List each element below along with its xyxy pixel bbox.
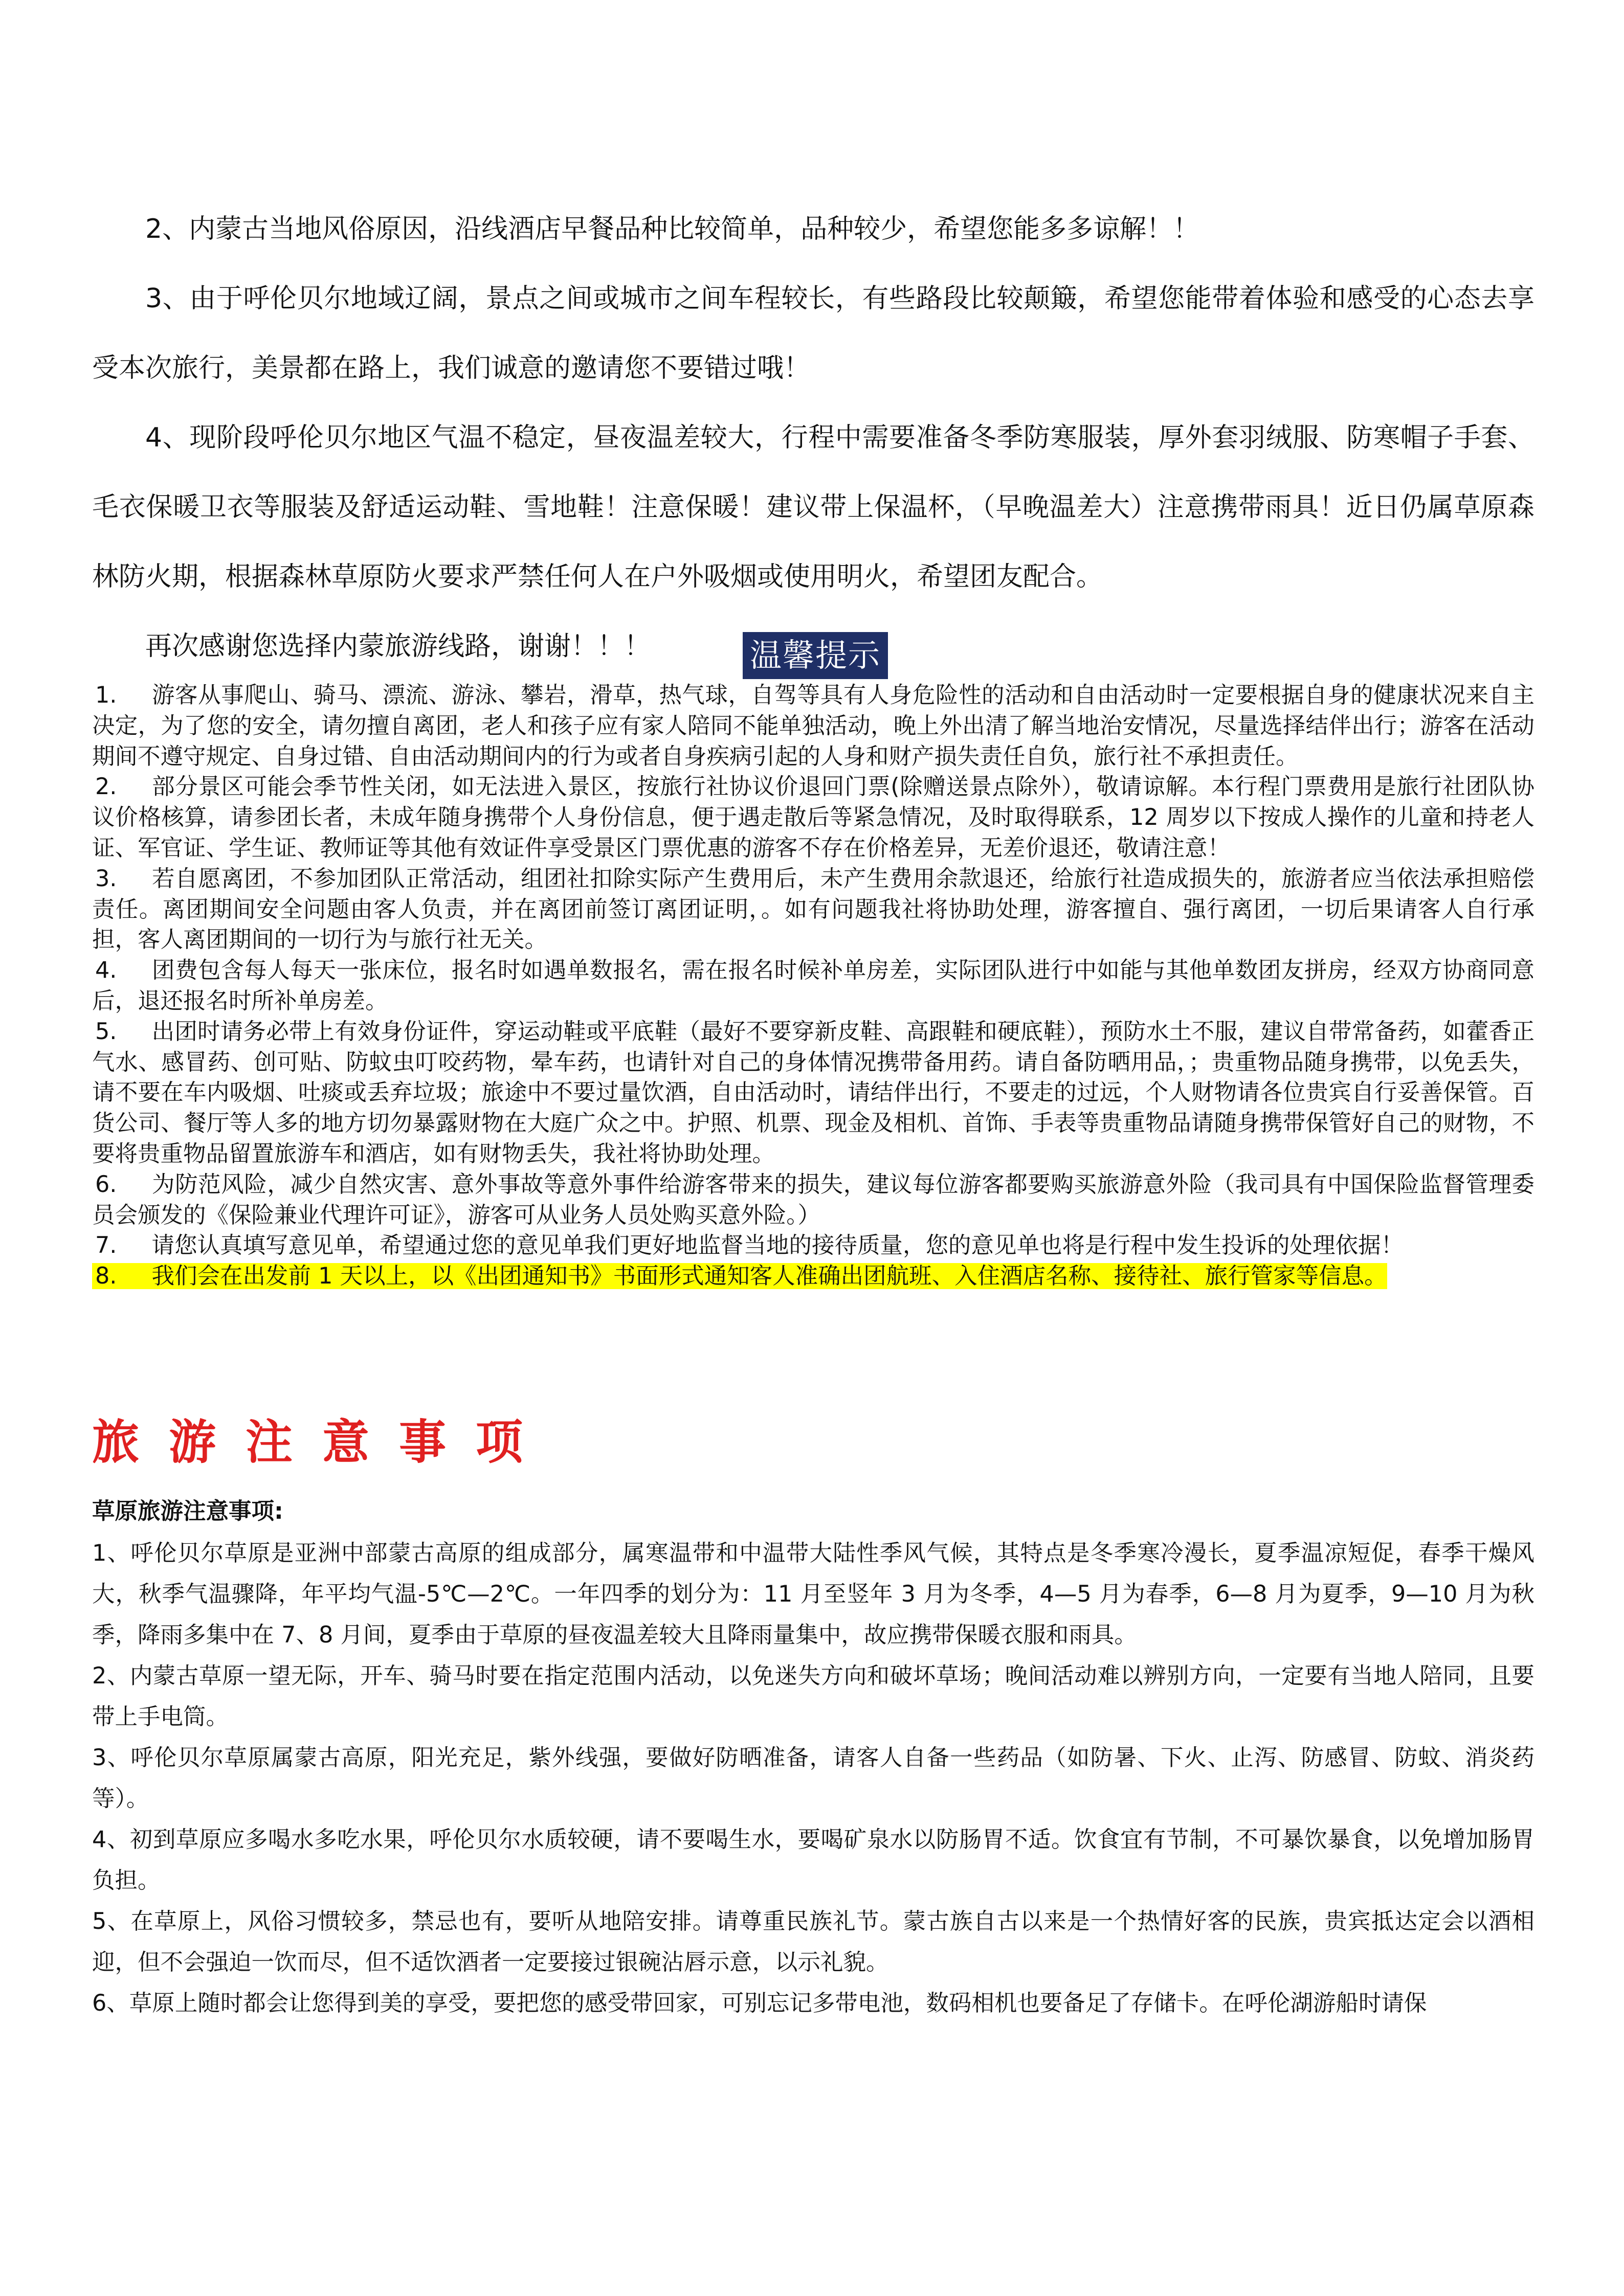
warm-tips-banner: 温馨提示 [743, 632, 888, 679]
note-item: 2、内蒙古草原一望无际，开车、骑马时要在指定范围内活动，以免迷失方向和破坏草场；晚间活动难以辨别方向，一定要有当地人陪同，且要带上手电筒。 [92, 1663, 1534, 1730]
tip-text: 我们会在出发前 1 天以上，以《出团通知书》书面形式通知客人准确出团航班、入住酒店名称、接待社、旅行管家等信息。 [151, 1263, 1387, 1290]
tip-number: 8. [95, 1263, 117, 1290]
intro-paragraph: 再次感谢您选择内蒙旅游线路，谢谢！！！ [145, 631, 651, 662]
grassland-notes-section [92, 1493, 1534, 2024]
tip-number: 7. [95, 1232, 117, 1259]
grassland-notes-subtitle: 草原旅游注意事项: [92, 1498, 283, 1524]
tip-text: 若自愿离团，不参加团队正常活动，组团社扣除实际产生费用后，未产生费用余款退还，给旅行社造成损失的，旅游者应当依法承担赔偿责任。离团期间安全问题由客人负责，并在离团前签订离团证明，。如有问题我社将协助处理，游客擅自、强行离团，一切后果请客人自行承担，客人离团期间的一切行为与旅行社无关。 [92, 865, 1534, 953]
intro-section [92, 194, 1534, 681]
tip-item [92, 955, 1534, 1017]
tip-item-highlighted [92, 1263, 1387, 1289]
warm-tips-list [92, 680, 1534, 1292]
tip-item [92, 1017, 1534, 1169]
tip-text: 出团时请务必带上有效身份证件，穿运动鞋或平底鞋（最好不要穿新皮鞋、高跟鞋和硬底鞋），预防水土不服，建议自带常备药，如藿香正气水、感冒药、创可贴、防蚊虫叮咬药物，晕车药，也请针对自己的身体情况携带备用药。请自备防晒用品，；贵重物品随身携带，以免丢失，请不要在车内吸烟、吐痰或丢弃垃圾；旅途中不要过量饮酒，自由活动时，请结伴出行，不要走的过远，个人财物请各位贵宾自行妥善保管。百货公司、餐厅等人多的地方切勿暴露财物在大庭广众之中。护照、机票、现金及相机、首饰、手表等贵重物品请随身携带保管好自己的财物，不要将贵重物品留置旅游车和酒店，如有财物丢失，我社将协助处理。 [92, 1018, 1534, 1167]
note-item: 1、呼伦贝尔草原是亚洲中部蒙古高原的组成部分，属寒温带和中温带大陆性季风气候，其特点是冬季寒冷漫长，夏季温凉短促，春季干燥风大，秋季气温骤降，年平均气温-5℃—2℃。一年四季的划分为：11 月至竖年 3 月为冬季，4—5 月为春季，6—8 月为夏季，9—10 月为秋季，降雨多集中在 7、8 月间，夏季由于草原的昼夜温差较大且降雨量集中，故应携带保暖衣服和雨具。 [92, 1540, 1534, 1648]
tip-text: 请您认真填写意见单，希望通过您的意见单我们更好地监督当地的接待质量，您的意见单也将是行程中发生投诉的处理依据！ [151, 1232, 1404, 1259]
tip-text: 游客从事爬山、骑马、漂流、游泳、攀岩，滑草，热气球，自驾等具有人身危险性的活动和自由活动时一定要根据自身的健康状况来自主决定，为了您的安全，请勿擅自离团，老人和孩子应有家人陪同不能单独活动，晚上外出清了解当地治安情况，尽量选择结伴出行；游客在活动期间不遵守规定、自身过错、自由活动期间内的行为或者自身疾病引起的人身和财产损失责任自负，旅行社不承担责任。 [92, 682, 1534, 770]
tip-number: 5. [95, 1018, 117, 1045]
tip-item [92, 680, 1534, 772]
tip-item [92, 864, 1534, 955]
tip-number: 1. [95, 682, 117, 708]
note-item: 5、在草原上，风俗习惯较多，禁忌也有，要听从地陪安排。请尊重民族礼节。蒙古族自古以来是一个热情好客的民族，贵宾抵达定会以酒相迎，但不会强迫一饮而尽，但不适饮酒者一定要接过银碗沾唇示意，以示礼貌。 [92, 1908, 1534, 1975]
tip-item [92, 772, 1534, 863]
note-item: 6、草原上随时都会让您得到美的享受，要把您的感受带回家，可别忘记多带电池，数码相机也要备足了存储卡。在呼伦湖游船时请保 [92, 1990, 1427, 2016]
intro-paragraph: 2、内蒙古当地风俗原因，沿线酒店早餐品种比较简单，品种较少，希望您能多多谅解！！ [145, 214, 1200, 244]
tip-number: 4. [95, 957, 117, 984]
tip-text: 团费包含每人每天一张床位，报名时如遇单数报名，需在报名时候补单房差，实际团队进行中如能与其他单数团友拼房，经双方协商同意后，退还报名时所补单房差。 [92, 957, 1534, 1014]
tip-text: 部分景区可能会季节性关闭，如无法进入景区，按旅行社协议价退回门票(除赠送景点除外），敬请谅解。本行程门票费用是旅行社团队协议价格核算，请参团长者，未成年随身携带个人身份信息，便于遇走散后等紧急情况，及时取得联系，12 周岁以下按成人操作的儿童和持老人证、军官证、学生证、教师证等其他有效证件享受景区门票优惠的游客不存在价格差异，无差价退还，敬请注意！ [92, 774, 1534, 861]
intro-paragraph: 3、由于呼伦贝尔地域辽阔，景点之间或城市之间车程较长，有些路段比较颠簸，希望您能带着体验和感受的心态去享受本次旅行，美景都在路上，我们诚意的邀请您不要错过哦！ [92, 283, 1534, 384]
note-item: 3、呼伦贝尔草原属蒙古高原，阳光充足，紫外线强，要做好防晒准备，请客人自备一些药品（如防暑、下火、止泻、防感冒、防蚊、消炎药等）。 [92, 1745, 1534, 1812]
tip-number: 3. [95, 865, 117, 892]
tip-number: 6. [95, 1171, 117, 1198]
travel-notes-title: 旅游注意事项 [92, 1414, 553, 1470]
tip-text: 为防范风险，减少自然灾害、意外事故等意外事件给游客带来的损失，建议每位游客都要购买旅游意外险（我司具有中国保险监督管理委员会颁发的《保险兼业代理许可证》，游客可从业务人员处购买意外险。） [92, 1171, 1534, 1228]
tip-item [92, 1230, 1534, 1261]
tip-number: 2. [95, 774, 117, 800]
note-item: 4、初到草原应多喝水多吃水果，呼伦贝尔水质较硬，请不要喝生水，要喝矿泉水以防肠胃不适。饮食宜有节制，不可暴饮暴食，以免增加肠胃负担。 [92, 1827, 1534, 1894]
tip-item [92, 1169, 1534, 1231]
intro-paragraph: 4、现阶段呼伦贝尔地区气温不稳定，昼夜温差较大，行程中需要准备冬季防寒服装，厚外套羽绒服、防寒帽子手套、毛衣保暖卫衣等服装及舒适运动鞋、雪地鞋！注意保暖！建议带上保温杯，（早晚温差大）注意携带雨具！近日仍属草原森林防火期，根据森林草原防火要求严禁任何人在户外吸烟或使用明火，希望团友配合。 [92, 422, 1534, 592]
